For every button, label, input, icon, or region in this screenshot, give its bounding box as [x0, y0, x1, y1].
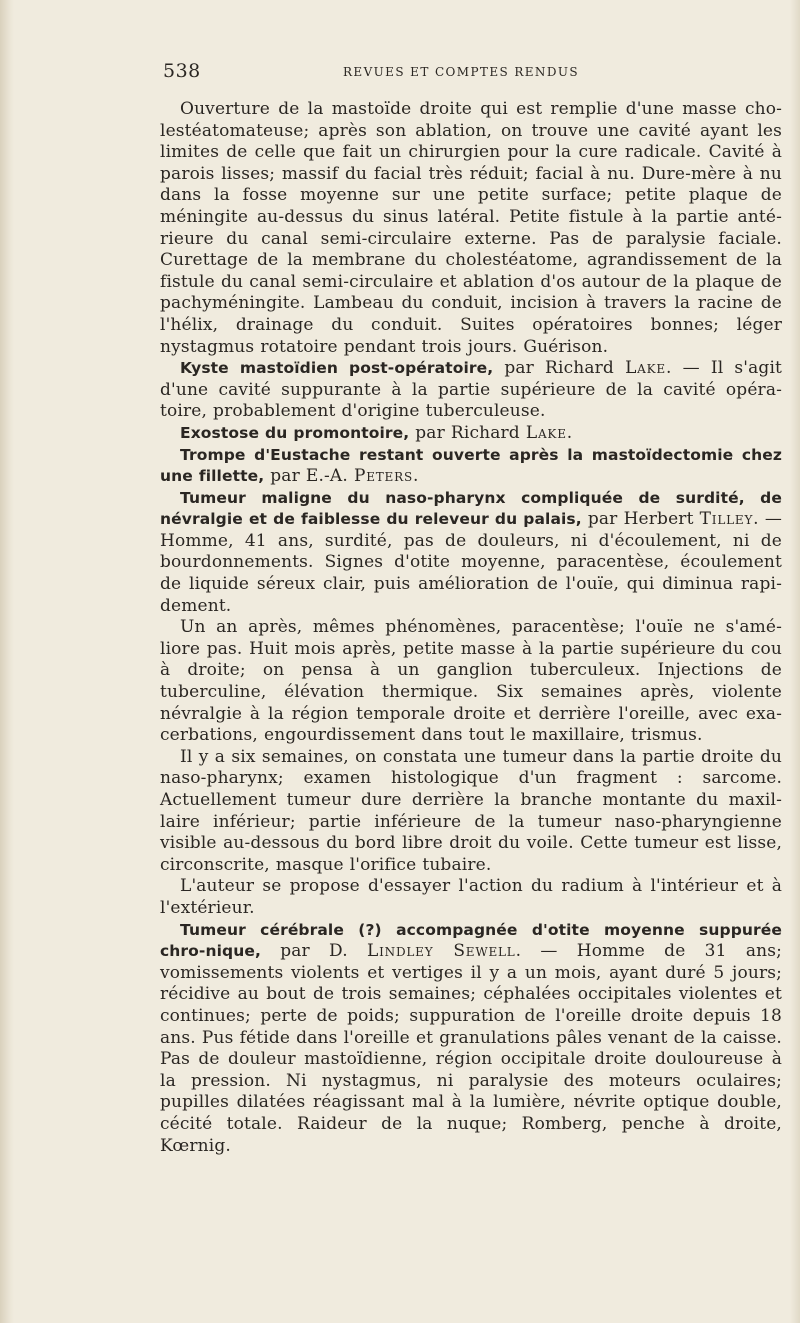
- abstract-end: .: [412, 466, 419, 487]
- abstract-byline: par E.-A.: [264, 466, 354, 487]
- abstract-byline: par Richard: [409, 422, 526, 443]
- paragraph-tumeur-maligne-3: Il y a six semaines, on constata une tumeur dans la partie droite du naso-pharynx; examen histologique d'un fragment : sarcome. Actuellement tumeur dure derrière la branche montante du maxil-laire inférieur; partie inférieure de la tumeur naso-pharyngienne visible au-dessous du bord libre droit du voile. Cette tumeur est lisse, circonscrite, masque l'orifice tubaire.: [160, 746, 782, 875]
- abstract-author: Lindley Sewell: [367, 941, 516, 962]
- page-edge-right: [790, 0, 800, 1323]
- abstract-author: Tilley: [699, 509, 754, 530]
- abstract-text: . — Il s'agit d'une cavité suppurante à la partie supérieure de la cavité opéra-toire, probablement d'origine tuberculeuse.: [160, 358, 783, 422]
- abstract-tumeur-cerebrale: [160, 920, 782, 1158]
- abstract-title: Tumeur cérébrale (?) accompagnée d'otite moyenne suppurée chro-nique,: [160, 920, 782, 961]
- page-edge-left: [0, 0, 14, 1323]
- abstract-byline: par D.: [260, 941, 368, 962]
- abstract-title: Tumeur maligne du naso-pharynx compliquée de surdité, de névralgie et de faiblesse du releveur du palais,: [160, 488, 782, 529]
- abstract-text: . — Homme de 31 ans; vomissements violents et vertiges il y a un mois, ayant duré 5 jours; récidive au bout de trois semaines; céphalées occipitales violentes et continues; perte de poids; suppuration de l'oreille droite depuis 18 ans. Pus fétide dans l'oreille et granulations pâles venant de la caisse. Pas de douleur mastoïdienne, région occipitale droite douloureuse à la pression. Ni nystagmus, ni paralysie des moteurs oculaires; pupilles dilatées réagissant mal à la lumière, névrite optique double, cécité totale. Raideur de la nuque; Romberg, penche à droite, Kœrnig.: [160, 941, 782, 1156]
- page-header: [163, 60, 785, 86]
- abstract-end: .: [566, 422, 573, 443]
- abstract-exostose: [160, 423, 782, 445]
- abstract-text: . — Homme, 41 ans, surdité, pas de douleurs, ni d'écoulement, ni de bourdonnements. Signes d'otite moyenne, paracentèse, écoulement de liquide séreux clair, puis amélioration de l'ouïe, qui diminua rapi-dement.: [160, 509, 782, 616]
- abstract-title: Kyste mastoïdien post-opératoire,: [180, 359, 494, 378]
- abstract-byline: par Richard: [493, 358, 626, 379]
- paragraph-tumeur-maligne-2: Un an après, mêmes phénomènes, paracentèse; l'ouïe ne s'amé-liore pas. Huit mois après, petite masse à la partie supérieure du cou à droite; on pensa à un ganglion tuberculeux. Injections de tuberculine, élévation thermique. Six semaines après, violente névralgie à la région temporale droite et derrière l'oreille, avec exa-cerbations, engourdissement dans tout le maxillaire, trismus.: [160, 617, 782, 746]
- abstract-author: Lake: [625, 358, 666, 379]
- body-text: [160, 99, 782, 1157]
- abstract-author: Peters: [353, 466, 413, 487]
- paragraph-mastoid-operation: Ouverture de la mastoïde droite qui est remplie d'une masse cho-lestéatomateuse; après son ablation, on trouve une cavité ayant les limites de celle que fait un chirurgien pour la cure radicale. Cavité à parois lisses; massif du facial très réduit; facial à nu. Dure-mère à nu dans la fosse moyenne sur une petite surface; petite plaque de méningite au-dessus du sinus latéral. Petite fistule à la partie anté-rieure du canal semi-circulaire externe. Pas de paralysie faciale. Curettage de la membrane du cholestéatome, agrandissement de la fistule du canal semi-circulaire et ablation d'os autour de la plaque de pachyméningite. Lambeau du conduit, incision à travers la racine de l'hélix, drainage du conduit. Suites opératoires bonnes; léger nystagmus rotatoire pendant trois jours. Guérison.: [160, 99, 782, 357]
- abstract-byline: par Herbert: [581, 509, 700, 530]
- running-head: REVUES ET COMPTES RENDUS: [343, 65, 579, 79]
- paragraph-tumeur-maligne-4: L'auteur se propose d'essayer l'action du radium à l'intérieur et à l'extérieur.: [160, 876, 782, 918]
- abstract-kyste-mastoidien: [160, 358, 782, 423]
- abstract-author: Lake: [525, 422, 567, 443]
- abstract-trompe-eustache: [160, 445, 782, 488]
- abstract-tumeur-maligne: [160, 488, 782, 618]
- page-number: 538: [163, 60, 201, 82]
- abstract-title: Trompe d'Eustache restant ouverte après la mastoïdectomie chez une fillette,: [160, 445, 782, 486]
- abstract-title: Exostose du promontoire,: [180, 423, 410, 442]
